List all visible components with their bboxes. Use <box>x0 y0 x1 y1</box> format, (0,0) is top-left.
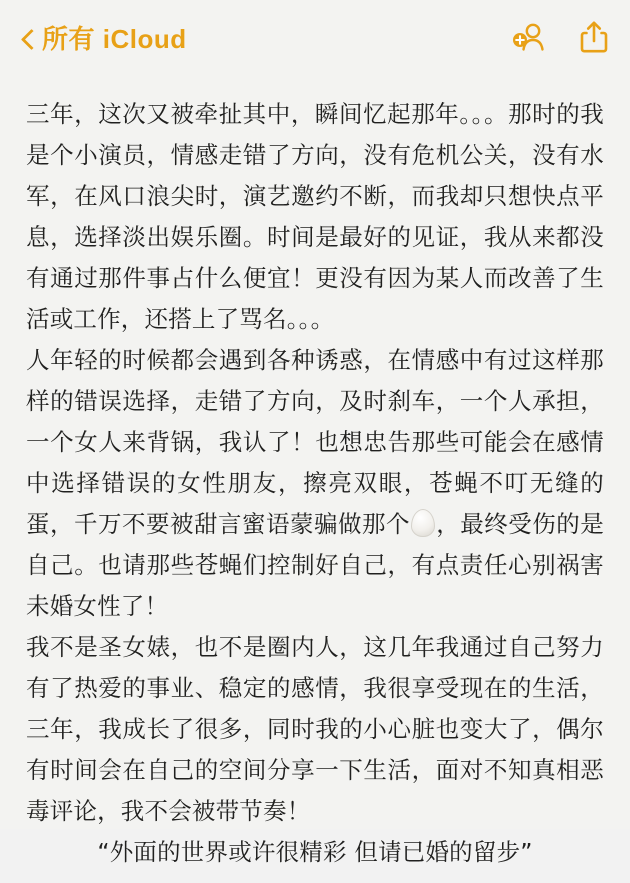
chevron-left-icon <box>18 30 36 48</box>
add-person-icon[interactable] <box>512 21 546 58</box>
note-paragraph <box>26 340 604 627</box>
note-quote: “外面的世界或许很精彩 但请已婚的留步” <box>97 838 533 866</box>
egg-emoji-icon <box>411 509 435 537</box>
share-icon[interactable] <box>580 20 608 59</box>
back-button-label: 所有 iCloud <box>42 24 187 54</box>
note-paragraph-text-cont: ，最终受伤的是自己。也请那些苍蝇们控制好自己，有点责任心别祸害未婚女性了！ <box>26 510 604 620</box>
note-paragraph-text: 人年轻的时候都会遇到各种诱惑，在情感中有过这样那样的错误选择，走错了方向，及时刹车，一个人承担，一个女人来背锅，我认了！也想忠告那些可能会在感情中选择错误的女性朋友，擦亮双眼，苍蝇不叮无缝的蛋，千万不要被甜言蜜语蒙骗做那个 <box>26 346 604 538</box>
navigation-bar <box>0 0 630 78</box>
note-paragraph: 三年，这次又被牵扯其中，瞬间忆起那年。。。那时的我是个小演员，情感走错了方向，没有危机公关，没有水军，在风口浪尖时，演艺邀约不断，而我却只想快点平息，选择淡出娱乐圈。时间是最好的见证，我从来都没有通过那件事占什么便宜！更没有因为某人而改善了生活或工作，还搭上了骂名。。。 <box>26 100 604 333</box>
note-paragraph: 我不是圣女婊，也不是圈内人，这几年我通过自己努力有了热爱的事业、稳定的感情，我很享受现在的生活，三年，我成长了很多，同时我的小心脏也变大了，偶尔有时间会在自己的空间分享一下生活，面对不知真相恶毒评论，我不会被带节奏！ <box>26 633 604 825</box>
note-body[interactable] <box>0 78 630 883</box>
navigation-actions <box>512 20 608 59</box>
back-button[interactable] <box>18 26 187 52</box>
